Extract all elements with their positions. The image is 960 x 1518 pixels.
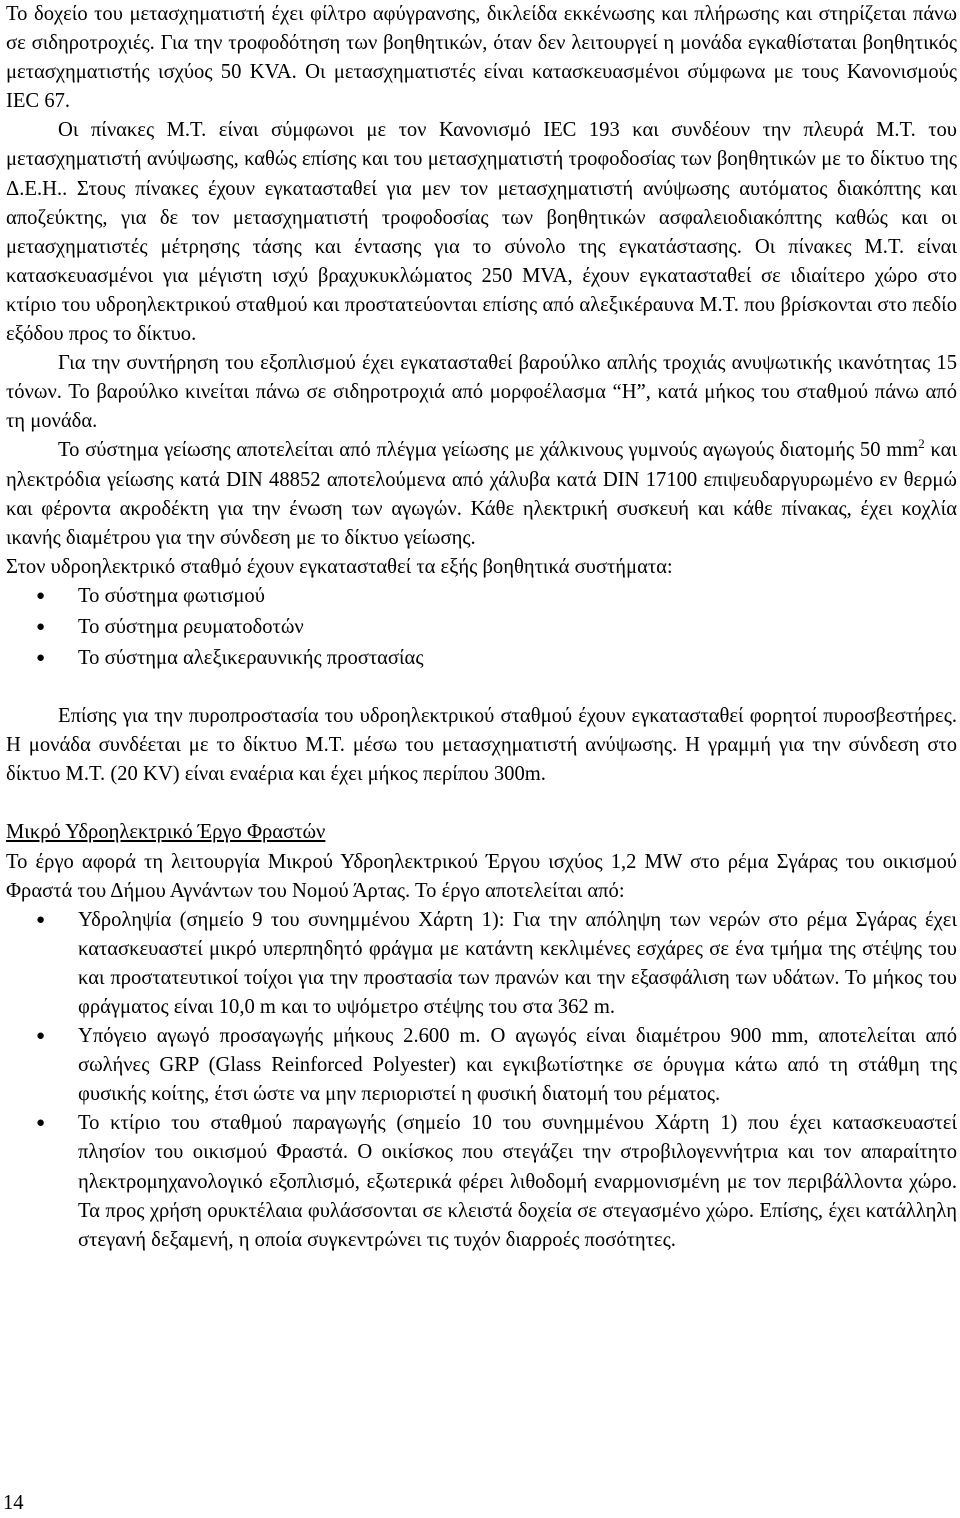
section-heading: Μικρό Υδροηλεκτρικό Έργο Φραστών (6, 821, 326, 844)
aux-systems-list (6, 582, 957, 673)
list-item: ● Το σύστημα φωτισμού (6, 582, 957, 611)
grounding-text-b: και ηλεκτρόδια γείωσης κατά DIN 48852 αποτελούμενα από χάλυβα κατά DIN 17100 επιψευδαργυρωμένο εν θερμώ και φέροντα ακροδέκτη για την ένωση των αγωγών. Κάθε ηλεκτρική συσκευή και κάθε πίνακας, έχει κοχλία ικανής διαμέτρου για την σύνδεση με το δίκτυο γείωσης. (6, 439, 957, 549)
paragraph-fire-protection: Επίσης για την πυροπροστασία του υδροηλεκτρικού σταθμού έχουν εγκατασταθεί φορητοί πυροσβεστήρες. Η μονάδα συνδέεται με το δίκτυο Μ.Τ. μέσω του μετασχηματιστή ανύψωσης. Η γραμμή για την σύνδεση στο δίκτυο Μ.Τ. (20 KV) είναι εναέρια και έχει μήκος περίπου 300m. (6, 705, 957, 786)
page-number: 14 (3, 1492, 24, 1514)
list-item: ● Το σύστημα ρευματοδοτών (6, 613, 957, 642)
list-item: ● Υδροληψία (σημείο 9 του συνημμένου Χάρτη 1): Για την απόληψη των νερών στο ρέμα Σγάρας έχει κατασκευαστεί μικρό υπερπηδητό φράγμα με κατάντη κεκλιμένες εσχάρες σε ένα τμήμα της στέψης του και προστατευτικοί τοίχοι για την προστασία των πρανών και την εξασφάλιση των υδάτων. Το μήκος του φράγματος είναι 10,0 m και το υψόμετρο στέψης του στα 362 m. (6, 906, 957, 1022)
paragraph-project-intro: Το έργο αφορά τη λειτουργία Μικρού Υδροηλεκτρικού Έργου ισχύος 1,2 MW στο ρέμα Σγάρας του οικισμού Φραστά του Δήμου Αγνάντων του Νομού Άρτας. Το έργο αποτελείται από: (6, 850, 957, 902)
grounding-superscript: 2 (918, 436, 925, 452)
grounding-text-a: Το σύστημα γείωσης αποτελείται από πλέγμα γείωσης με χάλκινους γυμνούς αγωγούς διατομής 50 mm (58, 439, 919, 462)
list-item: ● Υπόγειο αγωγό προσαγωγής μήκους 2.600 m. Ο αγωγός είναι διαμέτρου 900 mm, αποτελείται από σωλήνες GRP (Glass Reinforced Polyester) και εγκιβωτίστηκε σε όρυγμα κάτω από τη στάθμη της φυσικής κοίτης, έτσι ώστε να μην περιοριστεί η φυσική διατομή του ρέματος. (6, 1022, 957, 1109)
list-item: ● Το σύστημα αλεξικεραυνικής προστασίας (6, 644, 957, 673)
paragraph-grounding (6, 436, 957, 552)
paragraph-aux-systems-intro: Στον υδροηλεκτρικό σταθμό έχουν εγκατασταθεί τα εξής βοηθητικά συστήματα: (6, 555, 673, 578)
paragraph-transformer-tank: Το δοχείο του μετασχηματιστή έχει φίλτρο αφύγρανσης, δικλείδα εκκένωσης και πλήρωσης και στηρίζεται πάνω σε σιδηροτροχιές. Για την τροφοδότηση των βοηθητικών, όταν δεν λειτουργεί η μονάδα εγκαθίσταται βοηθητικός μετασχηματιστής ισχύος 50 KVA. Οι μετασχηματιστές είναι κατασκευασμένοι σύμφωνα με τους Κανονισμούς IEC 67. (6, 3, 957, 113)
document-page (6, 0, 957, 1255)
paragraph-hoist: Για την συντήρηση του εξοπλισμού έχει εγκατασταθεί βαρούλκο απλής τροχιάς ανυψωτικής ικανότητας 15 τόνων. Το βαρούλκο κινείται πάνω σε σιδηροτροχιά από μορφοέλασμα “Η”, κατά μήκος του σταθμού πάνω από τη μονάδα. (6, 352, 957, 433)
paragraph-mv-panels: Οι πίνακες Μ.Τ. είναι σύμφωνοι με τον Κανονισμό IEC 193 και συνδέουν την πλευρά Μ.Τ. του μετασχηματιστή ανύψωσης, καθώς επίσης και του μετασχηματιστή τροφοδοσίας των βοηθητικών με το δίκτυο της Δ.Ε.Η.. Στους πίνακες έχουν εγκατασταθεί για μεν τον μετασχηματιστή ανύψωσης αυτόματος διακόπτης και αποζεύκτης, για δε τον μετασχηματιστή τροφοδοσίας των βοηθητικών ασφαλειοδιακόπτης καθώς και οι μετασχηματιστές μέτρησης τάσης και έντασης για το σύνολο της εγκατάστασης. Οι πίνακες Μ.Τ. είναι κατασκευασμένοι για μέγιστη ισχύ βραχυκυκλώματος 250 MVA, έχουν εγκατασταθεί σε ιδιαίτερο χώρο στο κτίριο του υδροηλεκτρικού σταθμού και προστατεύονται επίσης από αλεξικέραυνα Μ.Τ. που βρίσκονται στο πεδίο εξόδου προς το δίκτυο. (6, 119, 957, 346)
list-item: ● Το κτίριο του σταθμού παραγωγής (σημείο 10 του συνημμένου Χάρτη 1) που έχει κατασκευαστεί πλησίον του οικισμού Φραστά. Ο οικίσκος που στεγάζει την στροβιλογεννήτρια και τον απαραίτητο ηλεκτρομηχανολογικό εξοπλισμό, εξωτερικά φέρει λιθοδομή εναρμονισμένη με τον περιβάλλοντα χώρο. Τα προς χρήση ορυκτέλαια φυλάσσονται σε κλειστά δοχεία σε στεγασμένο χώρο. Επίσης, έχει κατάλληλη στεγανή δεξαμενή, η οποία συγκεντρώνει τις τυχόν διαρροές ποσότητες. (6, 1109, 957, 1254)
project-components-list (6, 906, 957, 1255)
